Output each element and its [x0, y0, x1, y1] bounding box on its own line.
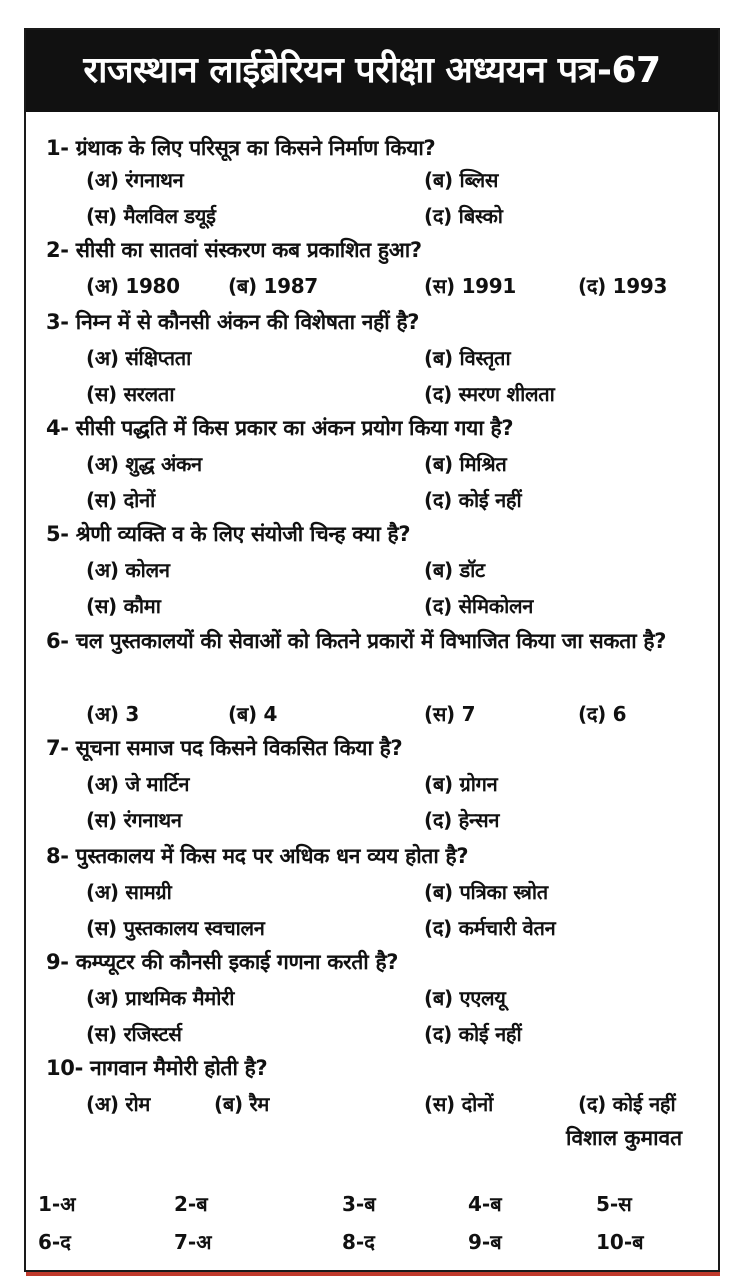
author-name: विशाल कुमावत — [566, 1126, 683, 1150]
q7-option-b: (ब) ग्रोगन — [424, 772, 498, 796]
q9-option-b: (ब) एएलयू — [424, 986, 506, 1010]
question-2: 2- सीसी का सातवां संस्करण कब प्रकाशित हुआ? — [46, 238, 422, 262]
answer-2: 2-ब — [174, 1192, 208, 1216]
q4-option-b: (ब) मिश्रित — [424, 452, 507, 476]
answer-5: 5-स — [596, 1192, 632, 1216]
q10-option-c: (स) दोनों — [424, 1092, 494, 1116]
question-1: 1- ग्रंथाक के लिए परिसूत्र का किसने निर्माण किया? — [46, 136, 436, 160]
answer-10: 10-ब — [596, 1230, 644, 1254]
q4-option-d: (द) कोई नहीं — [424, 488, 522, 512]
q10-option-a: (अ) रोम — [86, 1092, 151, 1116]
q9-option-c: (स) रजिस्टर्स — [86, 1022, 182, 1046]
question-4: 4- सीसी पद्धति में किस प्रकार का अंकन प्रयोग किया गया है? — [46, 416, 514, 440]
q5-option-c: (स) कौमा — [86, 594, 161, 618]
q3-option-c: (स) सरलता — [86, 382, 175, 406]
answer-6: 6-द — [38, 1230, 71, 1254]
question-5: 5- श्रेणी व्यक्ति व के लिए संयोजी चिन्ह क्या है? — [46, 522, 411, 546]
q3-option-d: (द) स्मरण शीलता — [424, 382, 555, 406]
answer-9: 9-ब — [468, 1230, 502, 1254]
q7-option-c: (स) रंगनाथन — [86, 808, 182, 832]
q7-option-a: (अ) जे मार्टिन — [86, 772, 190, 796]
q3-option-a: (अ) संक्षिप्तता — [86, 346, 192, 370]
question-8: 8- पुस्तकालय में किस मद पर अधिक धन व्यय होता है? — [46, 844, 469, 868]
q9-option-d: (द) कोई नहीं — [424, 1022, 522, 1046]
question-3: 3- निम्न में से कौनसी अंकन की विशेषता नहीं है? — [46, 310, 420, 334]
answer-4: 4-ब — [468, 1192, 502, 1216]
q4-option-c: (स) दोनों — [86, 488, 156, 512]
question-9: 9- कम्प्यूटर की कौनसी इकाई गणना करती है? — [46, 950, 399, 974]
q2-option-d: (द) 1993 — [578, 274, 668, 298]
answer-7: 7-अ — [174, 1230, 212, 1254]
q6-option-a: (अ) 3 — [86, 702, 139, 726]
question-10: 10- नागवान मैमोरी होती है? — [46, 1056, 268, 1080]
q7-option-d: (द) हेन्सन — [424, 808, 500, 832]
question-6: 6- चल पुस्तकालयों की सेवाओं को कितने प्रकारों में विभाजित किया जा सकता है? — [46, 629, 667, 653]
q8-option-a: (अ) सामग्री — [86, 880, 172, 904]
q8-option-d: (द) कर्मचारी वेतन — [424, 916, 556, 940]
q8-option-b: (ब) पत्रिका स्त्रोत — [424, 880, 548, 904]
q5-option-a: (अ) कोलन — [86, 558, 170, 582]
answer-8: 8-द — [342, 1230, 375, 1254]
page-title: राजस्थान लाईब्रेरियन परीक्षा अध्ययन पत्र-67 — [26, 30, 718, 112]
q6-option-d: (द) 6 — [578, 702, 627, 726]
q10-option-b: (ब) रैम — [214, 1092, 270, 1116]
q1-option-a: (अ) रंगनाथन — [86, 168, 184, 192]
q2-option-b: (ब) 1987 — [228, 274, 318, 298]
q3-option-b: (ब) विस्तृता — [424, 346, 511, 370]
q10-option-d: (द) कोई नहीं — [578, 1092, 676, 1116]
bottom-rule — [26, 1272, 720, 1276]
q9-option-a: (अ) प्राथमिक मैमोरी — [86, 986, 235, 1010]
q1-option-c: (स) मैलविल डयूई — [86, 204, 216, 228]
q1-option-b: (ब) ब्लिस — [424, 168, 499, 192]
q1-option-d: (द) बिस्को — [424, 204, 503, 228]
q2-option-c: (स) 1991 — [424, 274, 517, 298]
answer-1: 1-अ — [38, 1192, 76, 1216]
q2-option-a: (अ) 1980 — [86, 274, 180, 298]
question-7: 7- सूचना समाज पद किसने विकसित किया है? — [46, 736, 403, 760]
q5-option-b: (ब) डॉट — [424, 558, 485, 582]
q6-option-c: (स) 7 — [424, 702, 476, 726]
q6-option-b: (ब) 4 — [228, 702, 278, 726]
answer-3: 3-ब — [342, 1192, 376, 1216]
q8-option-c: (स) पुस्तकालय स्वचालन — [86, 916, 265, 940]
q5-option-d: (द) सेमिकोलन — [424, 594, 534, 618]
q4-option-a: (अ) शुद्ध अंकन — [86, 452, 202, 476]
